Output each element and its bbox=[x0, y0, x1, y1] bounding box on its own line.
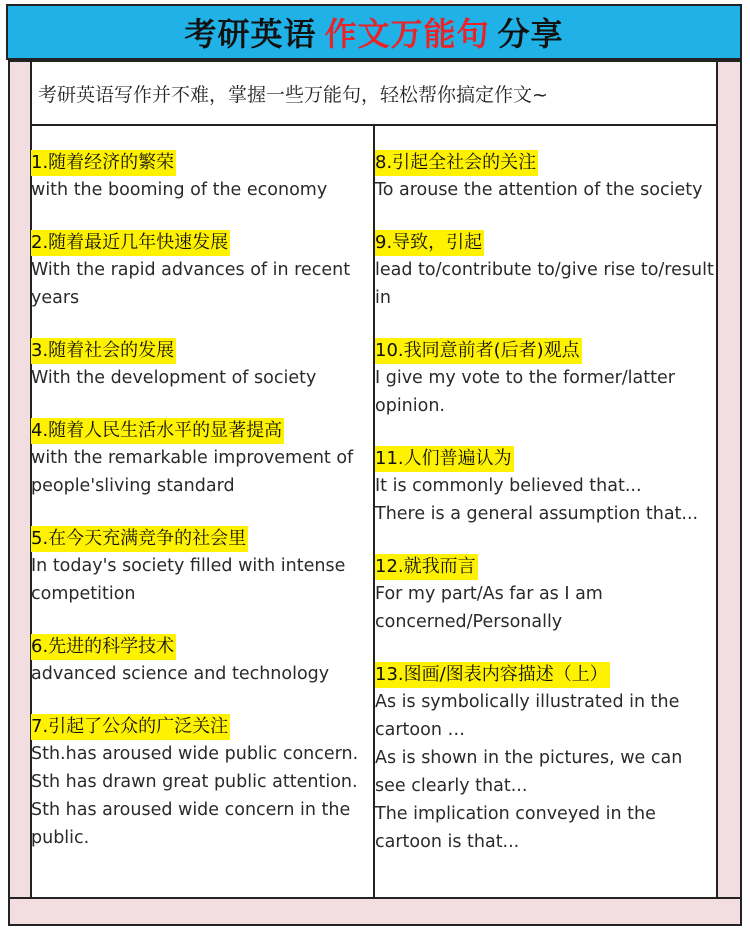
phrase-english: The implication conveyed in the cartoon is that... bbox=[375, 804, 656, 852]
phrase-heading: 7.引起了公众的广泛关注 bbox=[31, 714, 230, 740]
phrase-heading: 13.图画/图表内容描述（上） bbox=[375, 662, 610, 688]
phrase-item bbox=[31, 338, 371, 392]
phrase-item bbox=[31, 526, 371, 608]
phrase-heading: 2.随着最近几年快速发展 bbox=[31, 230, 230, 256]
title-part-2: 作文万能句 bbox=[324, 15, 490, 53]
phrase-english: There is a general assumption that... bbox=[375, 504, 699, 524]
phrase-heading: 5.在今天充满竞争的社会里 bbox=[31, 526, 248, 552]
phrase-heading: 1.随着经济的繁荣 bbox=[31, 150, 176, 176]
phrase-english: As is shown in the pictures, we can see clearly that... bbox=[375, 748, 683, 796]
title-banner bbox=[6, 4, 742, 60]
phrase-item bbox=[31, 634, 371, 688]
left-column bbox=[31, 150, 371, 878]
phrase-item bbox=[375, 446, 715, 528]
phrase-english: With the development of society bbox=[31, 368, 317, 388]
phrase-heading: 10.我同意前者(后者)观点 bbox=[375, 338, 582, 364]
phrase-english: For my part/As far as I am concerned/Personally bbox=[375, 584, 603, 632]
phrase-english: As is symbolically illustrated in the cartoon … bbox=[375, 692, 680, 740]
phrase-heading: 11.人们普遍认为 bbox=[375, 446, 514, 472]
phrase-item bbox=[31, 230, 371, 312]
phrase-heading: 8.引起全社会的关注 bbox=[375, 150, 538, 176]
phrase-item bbox=[375, 554, 715, 636]
phrase-english: To arouse the attention of the society bbox=[375, 180, 703, 200]
phrase-english: with the booming of the economy bbox=[31, 180, 328, 200]
phrase-english: In today's society filled with intense competition bbox=[31, 556, 346, 604]
phrase-heading: 4.随着人民生活水平的显著提高 bbox=[31, 418, 284, 444]
phrase-item bbox=[31, 418, 371, 500]
phrase-item bbox=[375, 662, 715, 856]
phrase-item bbox=[31, 150, 371, 204]
phrase-heading: 3.随着社会的发展 bbox=[31, 338, 176, 364]
title-part-3: 分享 bbox=[497, 15, 564, 53]
phrase-heading: 9.导致，引起 bbox=[375, 230, 484, 256]
bottom-border bbox=[8, 897, 742, 899]
phrase-english: lead to/contribute to/give rise to/result in bbox=[375, 260, 714, 308]
phrase-item bbox=[375, 338, 715, 420]
phrase-english: Sth.has aroused wide public concern. bbox=[31, 744, 359, 764]
phrase-english: It is commonly believed that... bbox=[375, 476, 642, 496]
phrase-item bbox=[375, 230, 715, 312]
phrase-english: Sth has drawn great public attention. bbox=[31, 772, 358, 792]
right-column bbox=[375, 150, 715, 882]
phrase-heading: 12.就我而言 bbox=[375, 554, 478, 580]
title-part-1: 考研英语 bbox=[184, 15, 317, 53]
phrase-item bbox=[375, 150, 715, 204]
phrase-english: I give my vote to the former/latter opinion. bbox=[375, 368, 675, 416]
phrase-item bbox=[31, 714, 371, 852]
phrase-english: advanced science and technology bbox=[31, 664, 330, 684]
intro-text: 考研英语写作并不难，掌握一些万能句，轻松帮你搞定作文~ bbox=[32, 62, 716, 126]
phrase-heading: 6.先进的科学技术 bbox=[31, 634, 176, 660]
phrase-english: with the remarkable improvement of people'sliving standard bbox=[31, 448, 354, 496]
phrase-english: Sth has aroused wide concern in the public. bbox=[31, 800, 351, 848]
phrase-english: With the rapid advances of in recent years bbox=[31, 260, 351, 308]
